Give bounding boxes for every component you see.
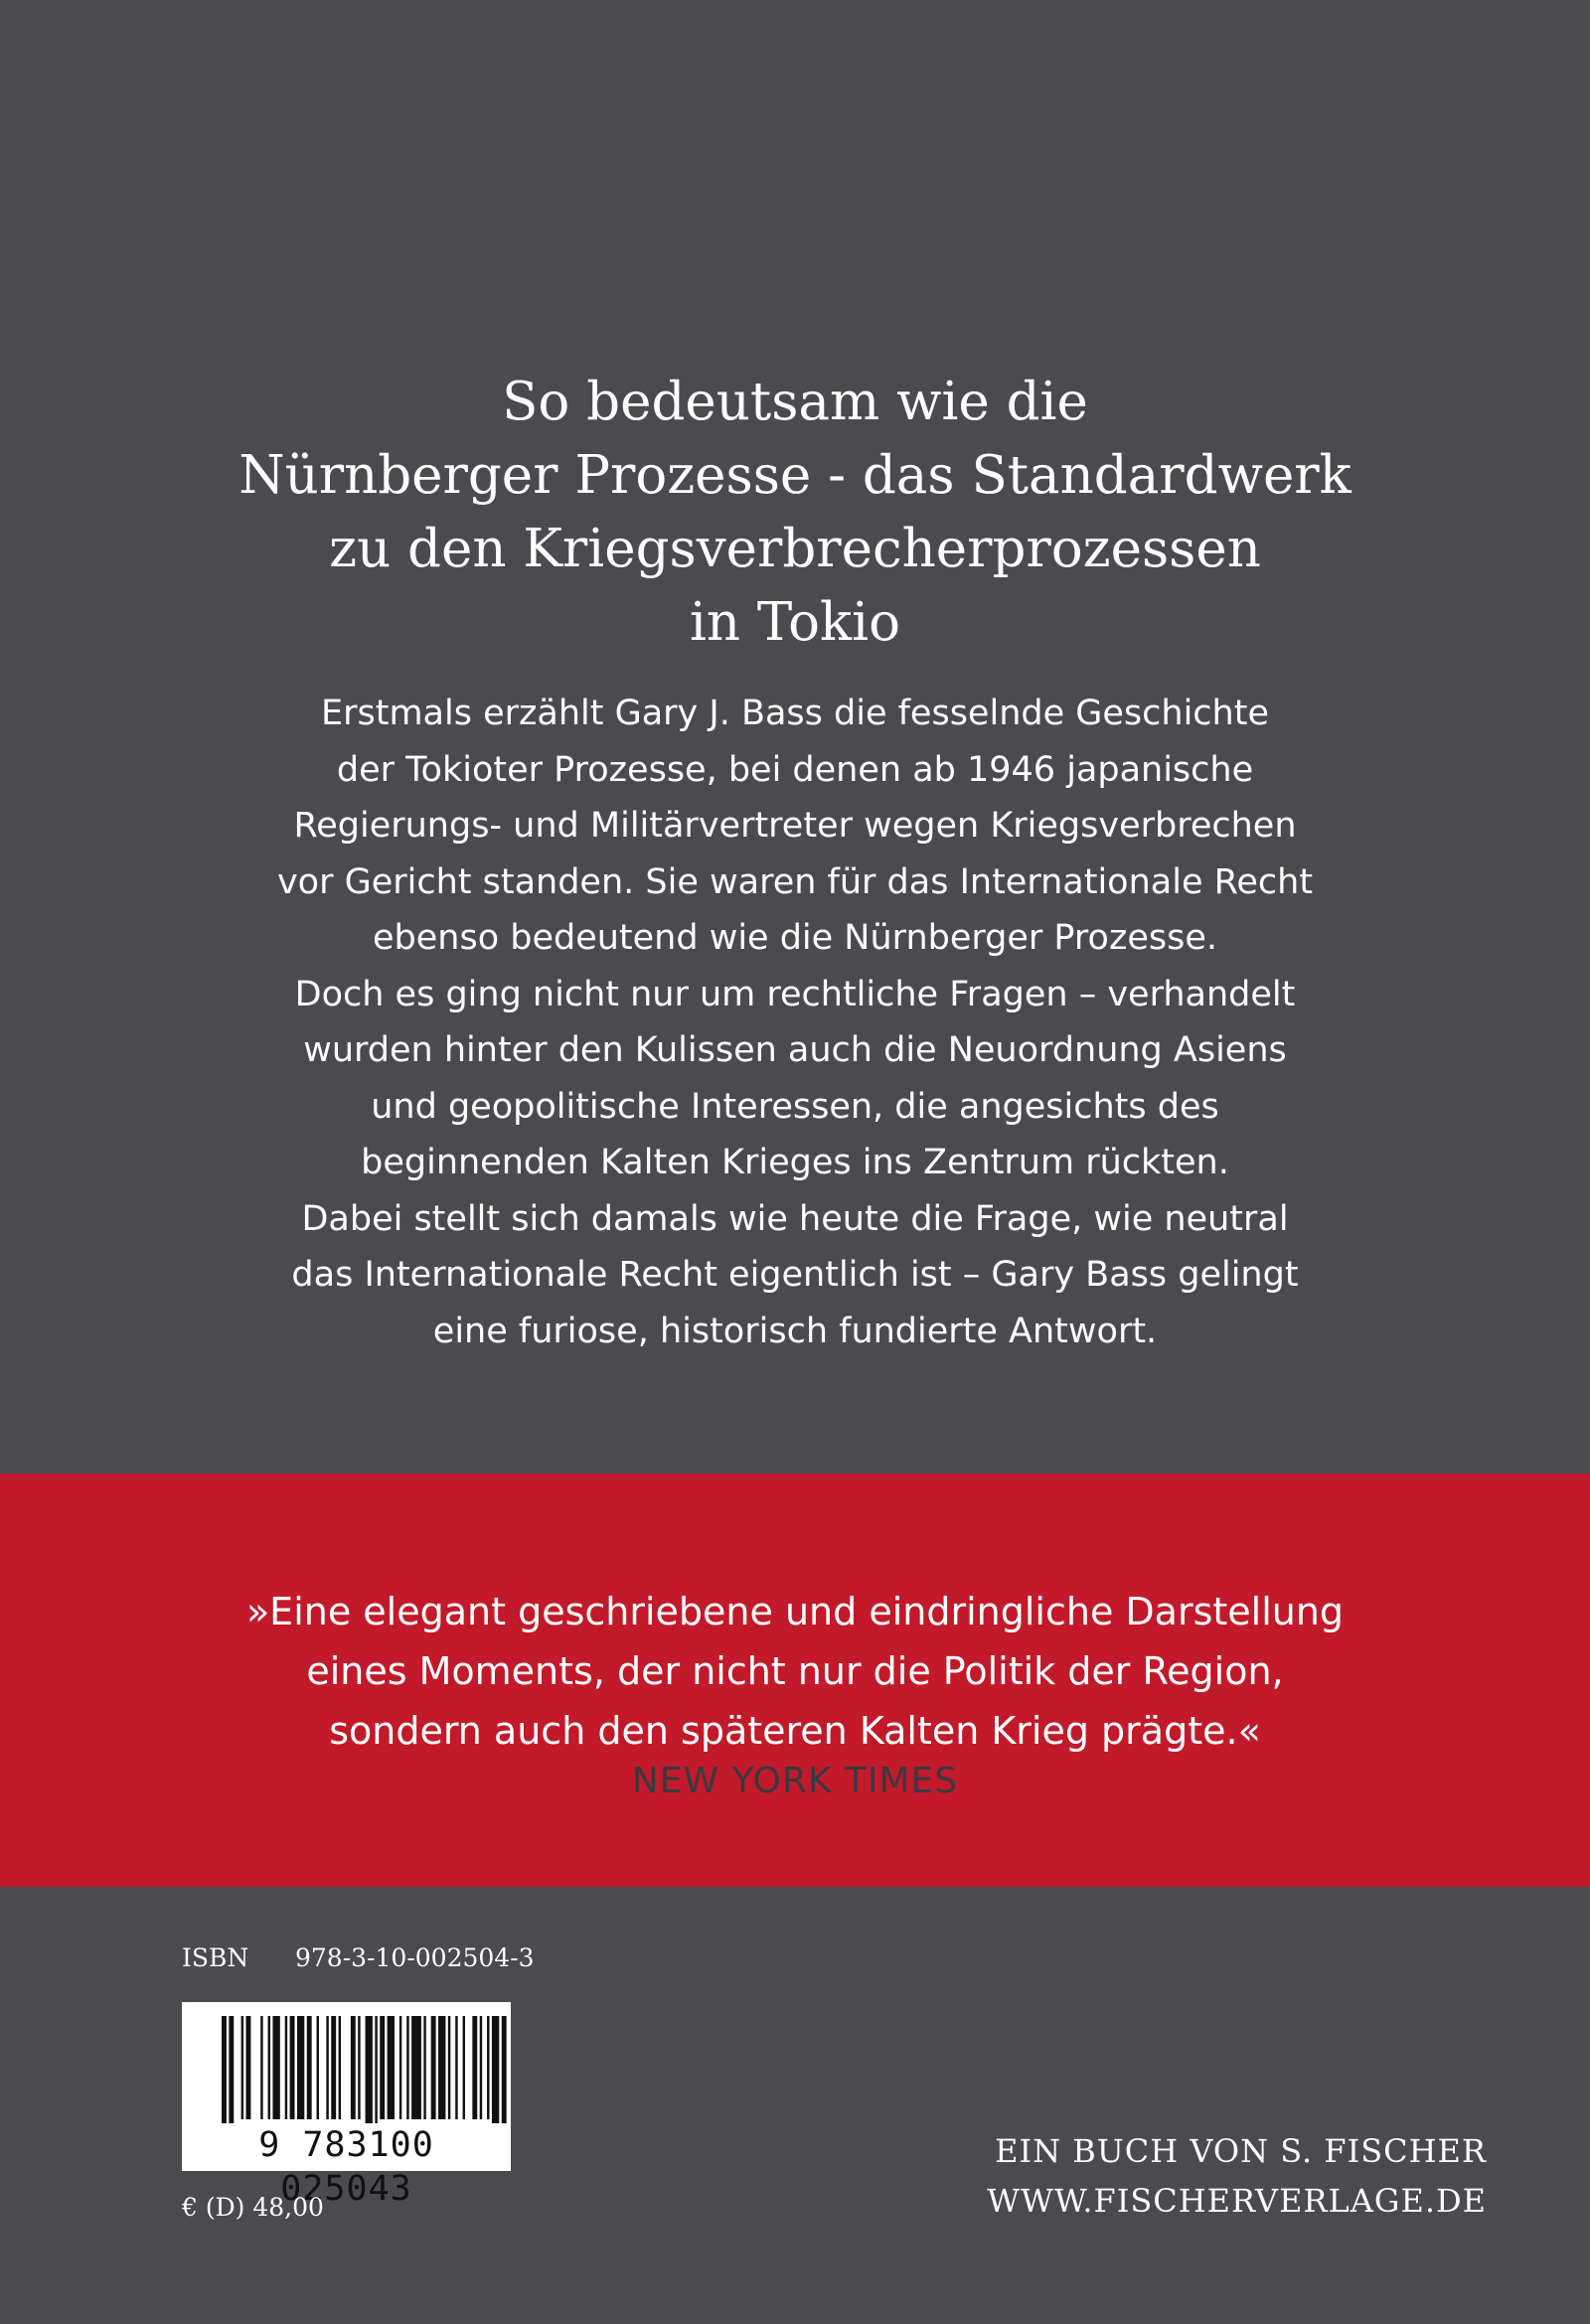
barcode-bar bbox=[487, 2016, 489, 2119]
publisher-block bbox=[987, 2126, 1487, 2226]
isbn-number: 978-3-10-002504-3 bbox=[295, 1943, 535, 1972]
blurb-line: wurden hinter den Kulissen auch die Neuordnung Asiens bbox=[303, 1030, 1287, 1070]
barcode-bar bbox=[260, 2016, 262, 2119]
barcode-bar bbox=[411, 2016, 421, 2119]
barcode-bar bbox=[326, 2016, 328, 2119]
barcode-bar bbox=[351, 2016, 356, 2119]
barcode-bar bbox=[241, 2016, 243, 2119]
blurb-line: ebenso bedeutend wie die Nürnberger Prozesse. bbox=[373, 918, 1217, 958]
blurb-line: vor Gericht standen. Sie waren für das Internationale Recht bbox=[276, 861, 1314, 902]
isbn-label: ISBN bbox=[182, 1943, 249, 1972]
price: € (D) 48,00 bbox=[182, 2193, 324, 2222]
blurb-line: der Tokioter Prozesse, bei denen ab 1946 japanische bbox=[336, 749, 1254, 790]
barcode-bar bbox=[472, 2016, 477, 2119]
barcode-bar bbox=[502, 2016, 507, 2123]
barcode-bars bbox=[182, 2002, 511, 2125]
blurb bbox=[99, 686, 1491, 1359]
blurb-line: beginnenden Kalten Krieges ins Zentrum rückten. bbox=[361, 1143, 1229, 1182]
headline-line: So bedeutsam wie die bbox=[502, 372, 1088, 432]
headline bbox=[99, 366, 1491, 660]
blurb-line: Erstmals erzählt Gary J. Bass die fesselnde Geschichte bbox=[321, 694, 1269, 733]
barcode-bar bbox=[317, 2016, 319, 2119]
barcode-bar bbox=[406, 2016, 408, 2119]
barcode-digits: 9 783100 025043 bbox=[258, 2125, 434, 2209]
barcode-bar bbox=[358, 2016, 360, 2119]
barcode-bar bbox=[339, 2016, 341, 2119]
barcode-bar bbox=[431, 2016, 436, 2119]
blurb-line: Regierungs- und Militärvertreter wegen Kriegsverbrechen bbox=[293, 806, 1297, 846]
barcode-bar bbox=[423, 2016, 425, 2119]
quote-line: »Eine elegant geschriebene und eindringliche Darstellung bbox=[245, 1590, 1345, 1633]
headline-line: zu den Kriegsverbrecherprozessen bbox=[329, 519, 1261, 579]
barcode-bar bbox=[448, 2016, 450, 2119]
headline-line: in Tokio bbox=[689, 592, 901, 653]
barcode-bar bbox=[297, 2016, 304, 2119]
barcode-bar bbox=[229, 2016, 234, 2123]
barcode-bar bbox=[438, 2016, 445, 2119]
blurb-line: Dabei stellt sich damals wie heute die Frage, wie neutral bbox=[301, 1198, 1289, 1239]
barcode-bar bbox=[307, 2016, 312, 2119]
barcode-bar bbox=[375, 2016, 377, 2123]
barcode-bar bbox=[290, 2016, 295, 2119]
barcode-bar bbox=[331, 2016, 336, 2119]
barcode-bar bbox=[246, 2016, 251, 2119]
headline-line: Nürnberger Prozesse - das Standardwerk bbox=[238, 445, 1352, 506]
barcode-bar bbox=[492, 2016, 499, 2123]
press-quote bbox=[99, 1582, 1491, 1761]
barcode-bar bbox=[455, 2016, 457, 2119]
blurb-line: und geopolitische Interessen, die angesichts des bbox=[371, 1086, 1219, 1127]
barcode-bar bbox=[272, 2016, 279, 2119]
quote-line: sondern auch den späteren Kalten Krieg prägte.« bbox=[329, 1709, 1261, 1753]
blurb-line: das Internationale Recht eigentlich ist – Gary Bass gelingt bbox=[291, 1255, 1299, 1295]
barcode-bar bbox=[222, 2016, 227, 2123]
isbn-row bbox=[182, 1943, 535, 1972]
barcode-bar bbox=[463, 2016, 465, 2119]
blurb-line: eine furiose, historisch fundierte Antwort. bbox=[432, 1311, 1158, 1351]
barcode-bar bbox=[388, 2016, 395, 2119]
barcode-bar bbox=[399, 2016, 401, 2119]
quote-line: eines Moments, der nicht nur die Politik der Region, bbox=[306, 1649, 1284, 1693]
publisher-line: EIN BUCH VON S. FISCHER bbox=[995, 2132, 1487, 2170]
quote-source: NEW YORK TIMES bbox=[631, 1761, 959, 1801]
barcode-bar bbox=[366, 2016, 373, 2123]
publisher-website: WWW.FISCHERVERLAGE.DE bbox=[987, 2182, 1487, 2220]
barcode-bar bbox=[380, 2016, 385, 2119]
blurb-line: Doch es ging nicht nur um rechtliche Fragen – verhandelt bbox=[294, 974, 1296, 1014]
barcode-bar bbox=[480, 2016, 482, 2119]
barcode-bar bbox=[268, 2016, 270, 2119]
barcode-bar bbox=[285, 2016, 287, 2119]
